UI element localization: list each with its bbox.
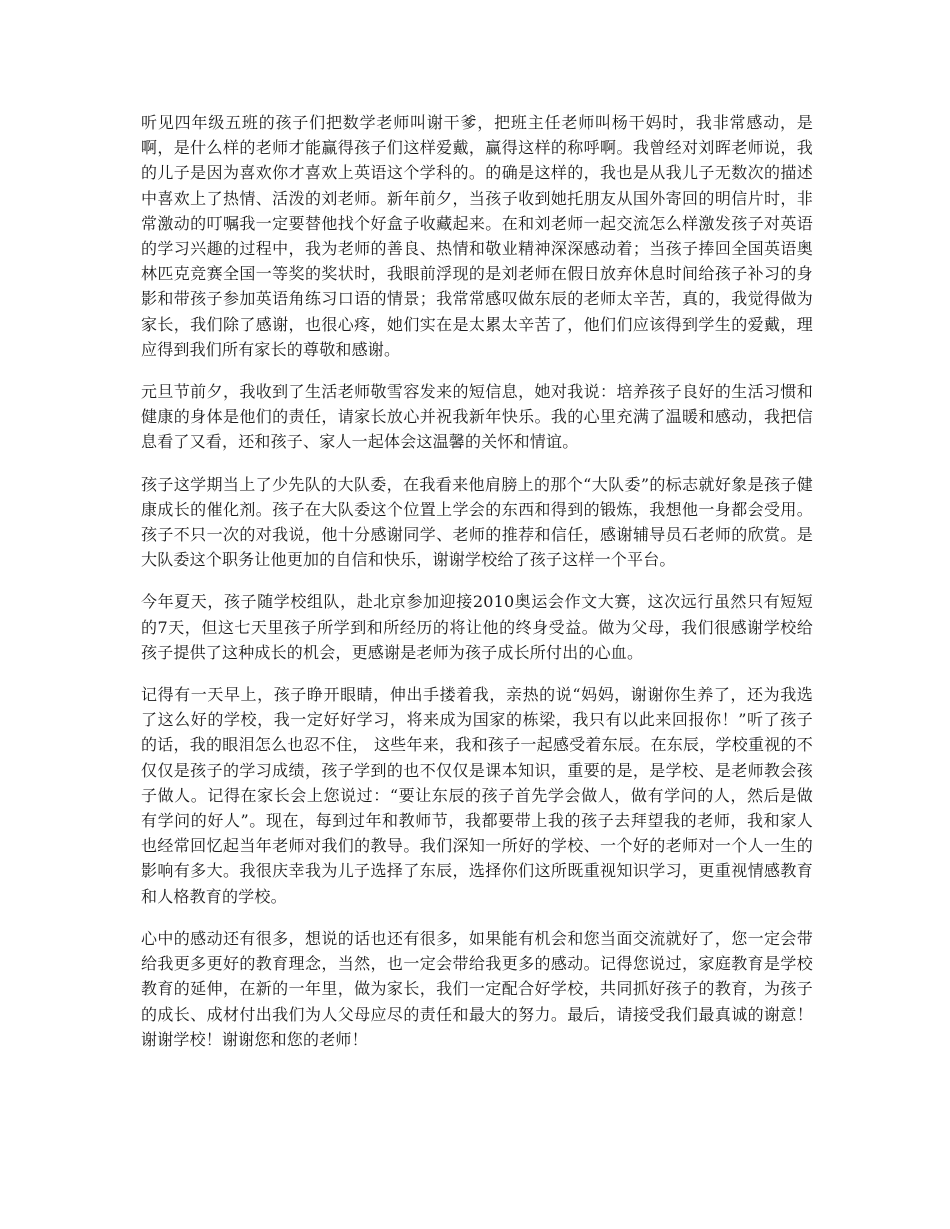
paragraph-5: 记得有一天早上，孩子睁开眼睛，伸出手搂着我，亲热的说“妈妈，谢谢你生养了，还为我选了这么好的学校，我一定好好学习，将来成为国家的栋梁，我只有以此来回报你！”听了孩子的话，我的眼泪怎么也忍不住， 这些年来，我和孩子一起感受着东辰。在东辰，学校重视的不仅仅是孩子的学习成绩，孩子学到的也不仅仅是课本知识，重要的是，是学校、是老师教会孩子做人。记得在家长会上您说过：“要让东辰的孩子首先学会做人，做有学问的人，然后是做有学问的好人”。现在，每到过年和教师节，我都要带上我的孩子去拜望我的老师，我和家人也经常回忆起当年老师对我们的教导。我们深知一所好的学校、一个好的老师对一个人一生的影响有多大。我很庆幸我为儿子选择了东辰，选择你们这所既重视知识学习，更重视情感教育和人格教育的学校。 <box>141 685 813 906</box>
paragraph-1: 听见四年级五班的孩子们把数学老师叫谢干爹，把班主任老师叫杨干妈时，我非常感动，是啊，是什么样的老师才能赢得孩子们这样爱戴，赢得这样的称呼啊。我曾经对刘晖老师说，我的儿子是因为喜欢你才喜欢上英语这个学科的。的确是这样的，我也是从我儿子无数次的描述中喜欢上了热情、活泼的刘老师。新年前夕，当孩子收到她托朋友从国外寄回的明信片时，非常激动的叮嘱我一定要替他找个好盒子收藏起来。在和刘老师一起交流怎么样激发孩子对英语的学习兴趣的过程中，我为老师的善良、热情和敬业精神深深感动着；当孩子捧回全国英语奥林匹克竞赛全国一等奖的奖状时，我眼前浮现的是刘老师在假日放弃休息时间给孩子补习的身影和带孩子参加英语角练习口语的情景；我常常感叹做东辰的老师太辛苦，真的，我觉得做为家长，我们除了感谢，也很心疼，她们实在是太累太辛苦了，他们们应该得到学生的爱戴，理应得到我们所有家长的尊敬和感谢。 <box>141 113 813 359</box>
paragraph-6: 心中的感动还有很多，想说的话也还有很多，如果能有机会和您当面交流就好了，您一定会带给我更多更好的教育理念，当然，也一定会带给我更多的感动。记得您说过，家庭教育是学校教育的延伸，在新的一年里，做为家长，我们一定配合好学校，共同抓好孩子的教育，为孩子的成长、成材付出我们为人父母应尽的责任和最大的努力。最后，请接受我们最真诚的谢意！谢谢学校！谢谢您和您的老师！ <box>141 928 813 1049</box>
paragraph-2: 元旦节前夕，我收到了生活老师敬雪容发来的短信息，她对我说：培养孩子良好的生活习惯和健康的身体是他们的责任，请家长放心并祝我新年快乐。我的心里充满了温暖和感动，我把信息看了又看，还和孩子、家人一起体会这温馨的关怀和情谊。 <box>141 382 813 452</box>
document-page <box>141 110 813 1069</box>
paragraph-3: 孩子这学期当上了少先队的大队委，在我看来他肩膀上的那个“大队委”的标志就好象是孩子健康成长的催化剂。孩子在大队委这个位置上学会的东西和得到的锻炼，我想他一身都会受用。孩子不只一次的对我说，他十分感谢同学、老师的推荐和信任，感谢辅导员石老师的欣赏。是大队委这个职务让他更加的自信和快乐，谢谢学校给了孩子这样一个平台。 <box>141 474 813 570</box>
paragraph-4: 今年夏天，孩子随学校组队，赴北京参加迎接2010奥运会作文大赛，这次远行虽然只有短短的7天，但这七天里孩子所学到和所经历的将让他的终身受益。做为父母，我们很感谢学校给孩子提供了这种成长的机会，更感谢是老师为孩子成长所付出的心血。 <box>141 592 813 662</box>
